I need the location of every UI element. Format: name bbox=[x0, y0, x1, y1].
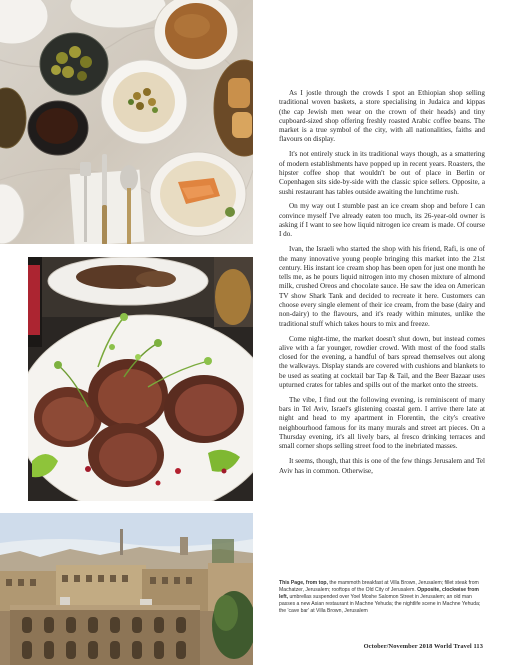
steak-illustration bbox=[28, 257, 253, 501]
caption-heading-opposite: Opposite, clockwise from left, bbox=[279, 586, 479, 600]
article-paragraph: As I jostle through the crowds I spot an Ethiopian shop selling traditional woven baskets, a store specialising in Judaica and kippas (the cap Jewish men wear on the crown of their heads) and tiny cupboard-sized shop offering freshly roasted Arabic coffee beans. The market is a true symbol of the city, with all nationalities, faiths and flavours on display. bbox=[279, 89, 485, 144]
article-body bbox=[279, 89, 485, 481]
photo-caption bbox=[279, 580, 485, 615]
photo-jerusalem-rooftops bbox=[0, 513, 253, 665]
photo-fillet-steak bbox=[28, 257, 253, 501]
article-paragraph: On my way out I stumble past an ice cream shop and before I can convince myself I've already eaten too much, its 26-year-old owner is asking if I want to see how liquid nitrogen ice cream is made. Of course I do. bbox=[279, 202, 485, 239]
caption-text: the mammoth breakfast at Villa Brown, Jerusalem; fillet steak from Machatzer, Jerusalem; rooftops of the Old City of Jerusalem. bbox=[279, 580, 479, 593]
article-paragraph: It seems, though, that this is one of the few things Jerusalem and Tel Aviv has in common. Otherwise, bbox=[279, 457, 485, 475]
article-paragraph: Ivan, the Israeli who started the shop with his friend, Rafi, is one of the many innovative young people bringing this market into the 21st century. His instant ice cream shop has been open for just one month he tells me, as he pours liquid nitrogen into my chosen mixture of almond milk, crushed Oreos and chocolate sauce. He saw the idea on American TV show Shark Tank and decided to recreate it here. Customers can choose every single element of their ice cream, from the base (dairy and non-dairy) to the flavours, and it's ready within minutes, unlike the traditional stuff which takes hours to mix and freeze. bbox=[279, 245, 485, 328]
article-paragraph: The vibe, I find out the following evening, is reminiscent of many bars in Tel Aviv, Israel's glistening coastal gem. I arrive there late at night and head to my apartment in Florentin, the city's creative neighbourhood famous for its many murals and street art pieces. On a Thursday evening, it's all lively bars, al fresco drinking terraces and small corner shops selling street food to the inebriated masses. bbox=[279, 395, 485, 451]
breakfast-illustration bbox=[0, 0, 253, 244]
caption-heading: This Page, from top, bbox=[279, 580, 328, 586]
article-paragraph: Come night-time, the market doesn't shut down, but instead comes alive with a far younger, rowdier crowd. With most of the food stalls closed for the evening, a handful of bars spread themselves out along the walkways. Display stands are covered with cushions and blankets to be used as seating at cocktail bar Tap & Tail, and the Beer Bazaar uses upturned crates for tables and spills out of the market onto the streets. bbox=[279, 334, 485, 389]
photo-breakfast-spread bbox=[0, 0, 253, 244]
caption-text-opposite: umbrellas suspended over Yoel Moshe Salomon Street in Jerusalem; an old man passes a new Asian restaurant in Machne Yehuda; the nightlife scene in Machne Yehuda; the 'cave bar' at Villa Brown, Jerusalem bbox=[279, 593, 481, 614]
article-paragraph: It's not entirely stuck in its traditional ways though, as a smattering of modern establishments have popped up in recent years. Roasters, the hipster coffee shop that wouldn't be out of place in Berlin or Copenhagen sits side-by-side with the classic spice sellers. Opposite, a sushi restaurant has tables outside awaiting the lunchtime rush. bbox=[279, 150, 485, 196]
rooftops-illustration bbox=[0, 513, 253, 665]
page-folio: October/November 2018 World Travel 113 bbox=[363, 643, 483, 650]
